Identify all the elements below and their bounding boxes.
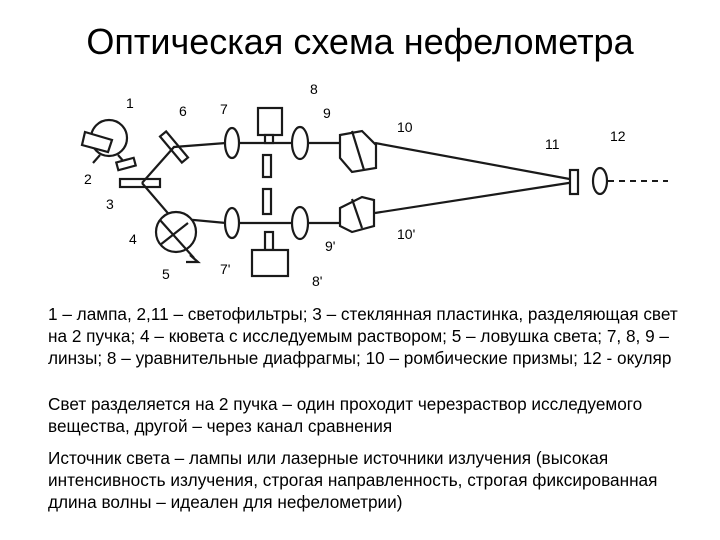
lamp bbox=[82, 120, 127, 163]
label-7: 7 bbox=[220, 101, 228, 117]
filter-2 bbox=[116, 158, 135, 170]
label-5: 5 bbox=[162, 266, 170, 282]
eyepiece bbox=[593, 168, 607, 194]
cuvette bbox=[156, 212, 196, 258]
label-2: 2 bbox=[84, 171, 92, 187]
label-1: 1 bbox=[126, 95, 134, 111]
beam-note: Свет разделяется на 2 пучка – один проходит черезраствор исследуемого вещества, другой – через канал сравнения bbox=[48, 394, 643, 436]
label-10: 10 bbox=[397, 119, 413, 135]
legend-text: 1 – лампа, 2,11 – светофильтры; 3 – стеклянная пластинка, разделяющая свет на 2 пучка; 4 – кювета с исследуемым раствором; 5 – ловушка света; 7, 8, 9 – линзы; 8 – уравнительные диафрагмы; 10 – ромбические призмы; 12 - окуляр bbox=[48, 304, 678, 368]
label-8: 8 bbox=[310, 81, 318, 97]
prism-10 bbox=[340, 131, 376, 172]
label-11: 11 bbox=[545, 136, 560, 152]
diaphragm-8-prime bbox=[252, 232, 288, 276]
lens-9-prime bbox=[292, 207, 308, 239]
label-6: 6 bbox=[179, 103, 187, 119]
label-4: 4 bbox=[129, 231, 137, 247]
optical-scheme-diagram bbox=[40, 78, 680, 293]
lens-7-prime bbox=[225, 208, 239, 238]
label-9: 9 bbox=[323, 105, 331, 121]
label-8-prime: 8' bbox=[312, 273, 323, 289]
label-10-prime: 10' bbox=[397, 226, 416, 242]
lens-9 bbox=[292, 127, 308, 159]
lens-7 bbox=[225, 128, 239, 158]
diaphragm-8 bbox=[258, 108, 282, 214]
source-note: Источник света – лампы или лазерные источники излучения (высокая интенсивность излучения, строгая направленность, строгая фиксированная длина волны – идеален для нефелометрии) bbox=[48, 448, 658, 512]
label-9-prime: 9' bbox=[325, 238, 336, 254]
prism-10-prime bbox=[340, 197, 374, 232]
glass-plate bbox=[120, 179, 160, 187]
slide-title: Оптическая схема нефелометра bbox=[86, 21, 634, 62]
label-7-prime: 7' bbox=[220, 261, 231, 277]
beam-upper bbox=[142, 143, 340, 183]
label-3: 3 bbox=[106, 196, 114, 212]
beam-lower-to-eyepiece bbox=[375, 182, 575, 213]
filter-11 bbox=[570, 170, 578, 194]
label-12: 12 bbox=[610, 128, 626, 144]
